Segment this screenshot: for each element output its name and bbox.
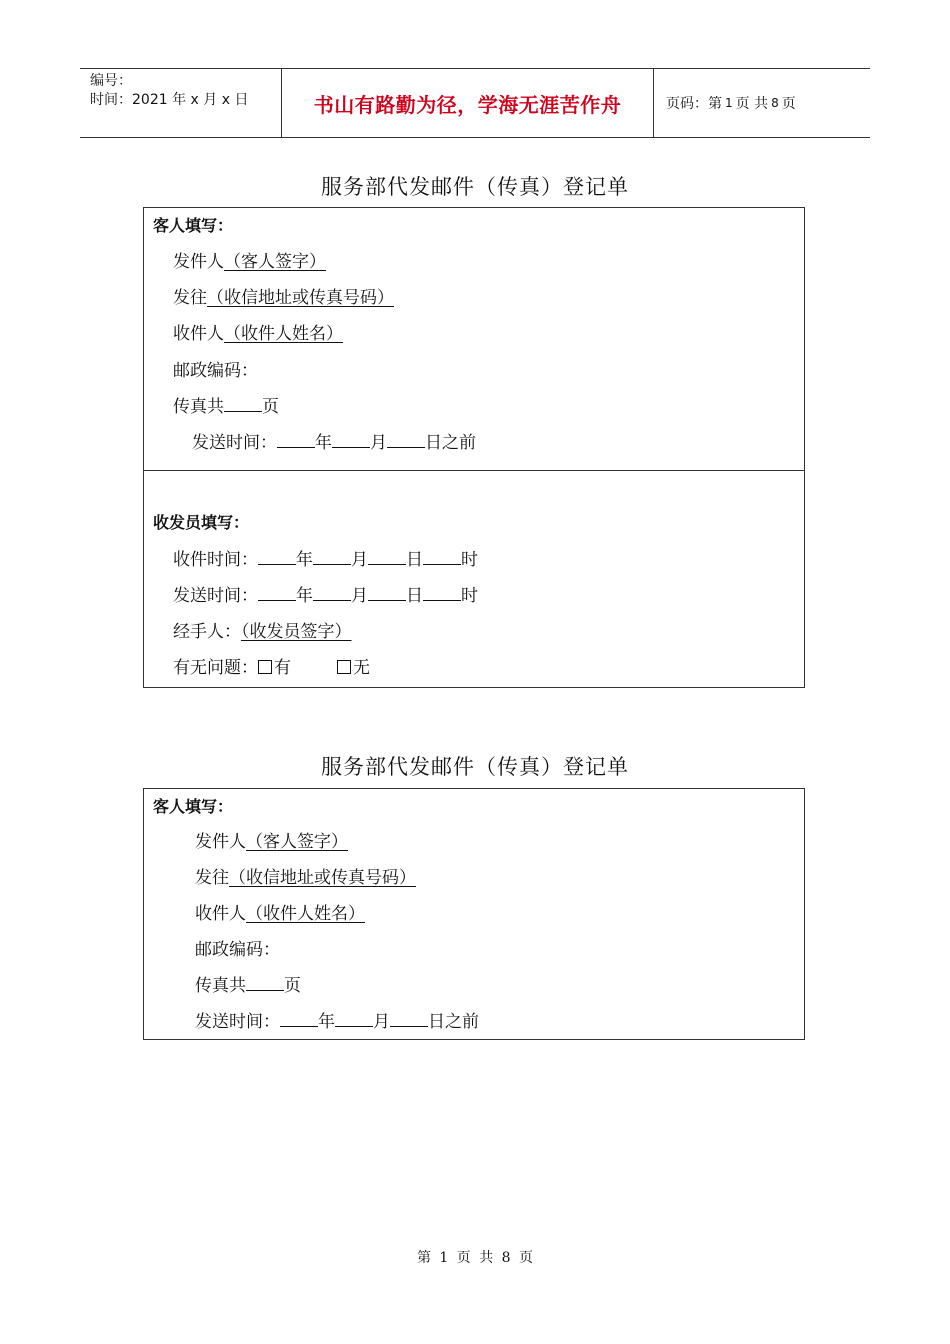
day-before-label: 日之前	[425, 433, 476, 453]
send-time-row	[195, 1007, 479, 1032]
year-blank[interactable]	[258, 583, 296, 601]
postcode-row	[195, 935, 280, 960]
form-title: 服务部代发邮件（传真）登记单	[321, 755, 629, 779]
page-total: 8	[771, 96, 779, 110]
recipient-name-field[interactable]: （收件人姓名）	[246, 904, 365, 924]
problem-row	[173, 653, 370, 678]
clerk-send-time-label: 发送时间：	[173, 586, 258, 606]
day-before-label: 日之前	[428, 1012, 479, 1032]
month-label: 月	[370, 433, 387, 453]
fax-pages-label: 传真共	[173, 397, 224, 417]
postcode-row	[173, 356, 258, 381]
hour-blank[interactable]	[423, 583, 461, 601]
month-label: 月	[373, 1012, 390, 1032]
postcode-label: 邮政编码：	[173, 361, 258, 381]
day-blank[interactable]	[368, 547, 406, 565]
postcode-label: 邮政编码：	[195, 940, 280, 960]
send-time-row	[192, 428, 476, 453]
receive-time-row	[173, 545, 478, 570]
document-header	[80, 68, 870, 138]
year-label: 年	[296, 550, 313, 570]
checkbox-yes[interactable]	[258, 660, 272, 674]
header-motto	[282, 69, 654, 137]
form-title: 服务部代发邮件（传真）登记单	[321, 175, 629, 199]
sender-row	[195, 827, 348, 852]
day-label: 日	[406, 550, 423, 570]
handler-row	[173, 617, 352, 642]
date-label: 时间：2021 年 x 月 x 日	[90, 92, 249, 108]
option-no-label: 无	[353, 658, 370, 678]
motto-text: 书山有路勤为径，学海无涯苦作舟	[313, 92, 622, 117]
problem-label: 有无问题：	[173, 658, 258, 678]
recipient-label: 收件人	[173, 324, 224, 344]
fax-pages-unit: 页	[284, 976, 301, 996]
fax-pages-row	[173, 392, 279, 417]
year-label: 年	[296, 586, 313, 606]
month-blank[interactable]	[335, 1009, 373, 1027]
hour-blank[interactable]	[423, 547, 461, 565]
month-blank[interactable]	[313, 583, 351, 601]
sendto-row	[173, 283, 394, 308]
sender-signature-field[interactable]: （客人签字）	[246, 832, 348, 852]
fax-pages-row	[195, 971, 301, 996]
customer-section-heading: 客人填写：	[153, 797, 234, 816]
recipient-row	[173, 319, 343, 344]
recipient-label: 收件人	[195, 904, 246, 924]
receive-time-label: 收件时间：	[173, 550, 258, 570]
clerk-send-time-row	[173, 581, 478, 606]
registration-form-1	[143, 207, 805, 688]
sender-row	[173, 247, 326, 272]
serial-number-label: 编号：	[90, 73, 132, 89]
checkbox-no[interactable]	[337, 660, 351, 674]
header-meta	[80, 69, 282, 137]
send-time-label: 发送时间：	[192, 433, 277, 453]
fax-pages-label: 传真共	[195, 976, 246, 996]
registration-form-2	[143, 788, 805, 1040]
year-blank[interactable]	[280, 1009, 318, 1027]
sender-label: 发件人	[195, 832, 246, 852]
sender-signature-field[interactable]: （客人签字）	[224, 252, 326, 272]
year-label: 年	[315, 433, 332, 453]
clerk-section-heading: 收发员填写：	[153, 513, 250, 532]
sendto-label: 发往	[173, 288, 207, 308]
page-number: 1	[725, 96, 733, 110]
customer-section-heading: 客人填写：	[153, 216, 234, 235]
day-label: 日	[406, 586, 423, 606]
day-blank[interactable]	[387, 430, 425, 448]
sendto-label: 发往	[195, 868, 229, 888]
sender-label: 发件人	[173, 252, 224, 272]
page-prefix: 页码：第	[666, 96, 722, 112]
fax-pages-unit: 页	[262, 397, 279, 417]
month-blank[interactable]	[332, 430, 370, 448]
year-blank[interactable]	[277, 430, 315, 448]
sendto-address-field[interactable]: （收信地址或传真号码）	[229, 868, 416, 888]
day-blank[interactable]	[368, 583, 406, 601]
option-yes-label: 有	[274, 658, 291, 678]
header-page-info	[654, 69, 870, 137]
hour-label: 时	[461, 550, 478, 570]
month-label: 月	[351, 586, 368, 606]
month-blank[interactable]	[313, 547, 351, 565]
page-footer: 第 1 页 共 8 页	[416, 1250, 534, 1266]
page-mid: 页 共	[735, 96, 769, 112]
month-label: 月	[351, 550, 368, 570]
send-time-label: 发送时间：	[195, 1012, 280, 1032]
recipient-name-field[interactable]: （收件人姓名）	[224, 324, 343, 344]
page-suffix: 页	[781, 96, 796, 112]
year-label: 年	[318, 1012, 335, 1032]
hour-label: 时	[461, 586, 478, 606]
sendto-row	[195, 863, 416, 888]
fax-pages-blank[interactable]	[224, 394, 262, 412]
sendto-address-field[interactable]: （收信地址或传真号码）	[207, 288, 394, 308]
year-blank[interactable]	[258, 547, 296, 565]
fax-pages-blank[interactable]	[246, 973, 284, 991]
recipient-row	[195, 899, 365, 924]
handler-signature-field[interactable]: （收发员签字）	[241, 622, 352, 642]
handler-label: 经手人：	[173, 622, 241, 642]
day-blank[interactable]	[390, 1009, 428, 1027]
section-divider	[144, 470, 804, 471]
